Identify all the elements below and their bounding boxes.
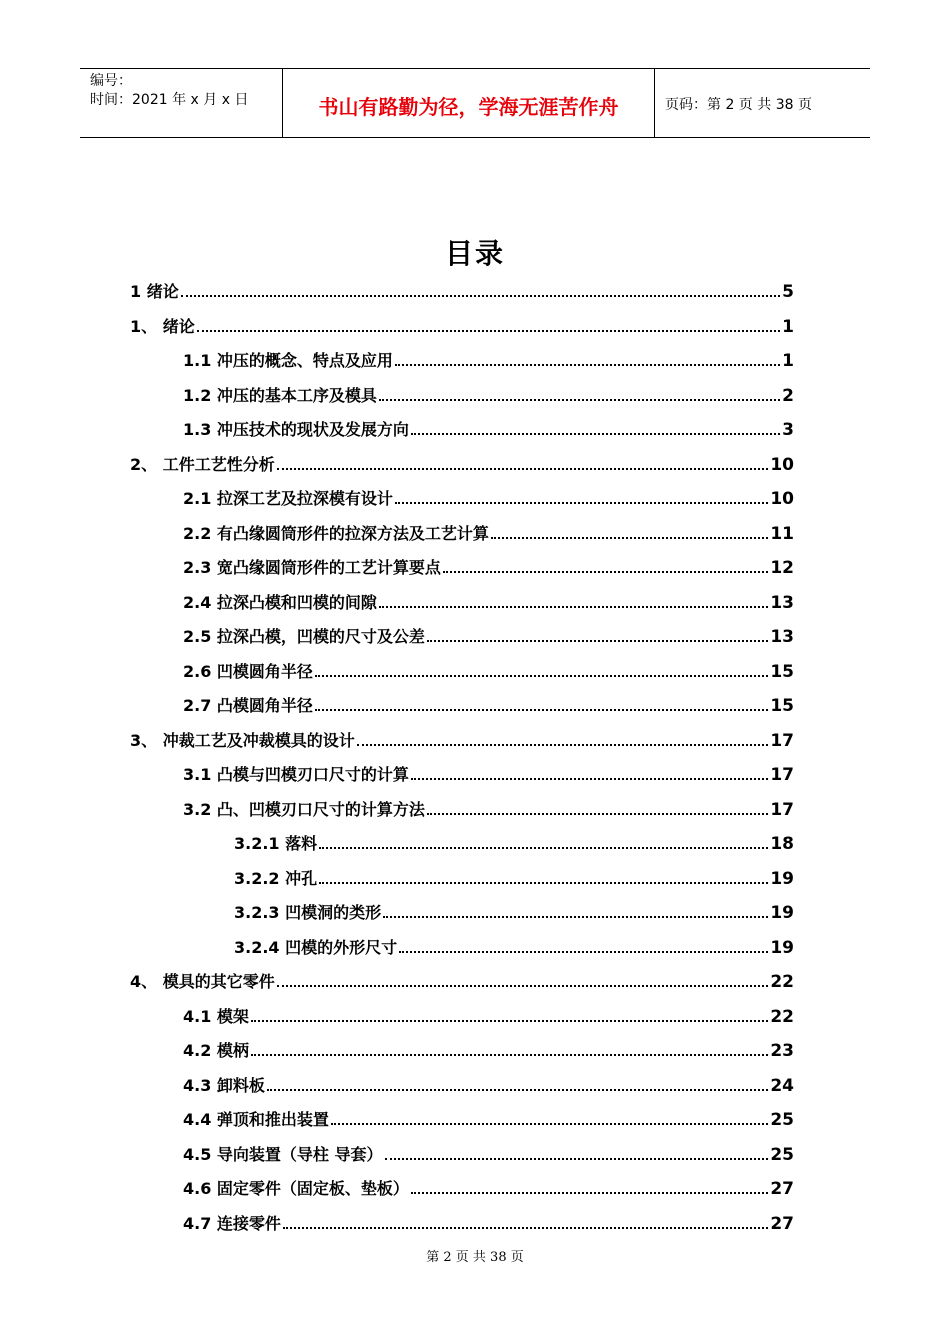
toc-entry-label: 4.5 导向装置（导柱 导套） <box>183 1144 383 1164</box>
toc-entry-label: 4.7 连接零件 <box>183 1213 281 1233</box>
toc-entry-page: 17 <box>770 799 794 820</box>
toc-entry-label: 3.2.3 凹模洞的类形 <box>234 903 382 922</box>
toc-entry <box>183 1062 794 1096</box>
leader-dots <box>197 329 780 332</box>
time-label: 时间：2021 年 x 月 x 日 <box>90 92 249 108</box>
toc-entry-page: 13 <box>770 592 794 613</box>
toc-entry-page: 17 <box>770 730 794 751</box>
toc-entry-label: 4.2 模柄 <box>183 1041 249 1060</box>
toc-entry <box>130 268 794 302</box>
toc-entry-label: 2.5 拉深凸模，凹模的尺寸及公差 <box>183 627 425 646</box>
toc-entry-label: 1、 绪论 <box>130 316 195 336</box>
toc-entry <box>183 1096 794 1130</box>
toc-entry-label: 4.6 固定零件（固定板、垫板） <box>183 1179 409 1198</box>
toc-entry <box>130 303 794 337</box>
toc-entry-page: 19 <box>770 868 794 889</box>
toc-entry-label: 4.4 弹顶和推出装置 <box>183 1110 329 1129</box>
toc-entry-page: 11 <box>770 523 794 544</box>
toc-entry <box>183 337 794 371</box>
leader-dots <box>357 743 769 746</box>
toc-entry-page: 15 <box>770 696 794 716</box>
leader-dots <box>411 777 768 780</box>
page-title: 目录 <box>444 237 505 270</box>
leader-dots <box>251 1019 768 1022</box>
toc-entry-page: 23 <box>770 1041 794 1061</box>
toc-entry-page: 24 <box>770 1075 794 1096</box>
leader-dots <box>267 1088 768 1091</box>
toc-entry-label: 2.2 有凸缘圆筒形件的拉深方法及工艺计算 <box>183 523 489 543</box>
leader-dots <box>427 812 768 815</box>
toc-entry-page: 1 <box>782 316 794 337</box>
leader-dots <box>411 432 780 435</box>
toc-entry-page: 18 <box>770 834 794 854</box>
motto-text: 书山有路勤为径，学海无涯苦作舟 <box>318 95 619 119</box>
toc-entry-page: 5 <box>782 282 794 302</box>
toc-entry-page: 1 <box>782 351 794 371</box>
toc-entry <box>183 786 794 820</box>
toc-entry <box>183 682 794 716</box>
toc-entry-page: 10 <box>770 454 794 475</box>
toc-entry <box>234 924 794 958</box>
toc-entry-label: 3.1 凸模与凹模刃口尺寸的计算 <box>183 765 409 784</box>
page-header <box>80 68 870 138</box>
toc-entry-page: 19 <box>770 937 794 958</box>
leader-dots <box>251 1053 768 1056</box>
toc-entry <box>130 717 794 751</box>
toc-entry <box>183 993 794 1027</box>
toc-entry-label: 2.1 拉深工艺及拉深模有设计 <box>183 489 393 508</box>
toc-entry <box>130 441 794 475</box>
leader-dots <box>385 1157 769 1160</box>
toc-entry-page: 22 <box>770 1006 794 1027</box>
toc-entry <box>183 1027 794 1061</box>
toc-entry-page: 27 <box>770 1213 794 1234</box>
toc-entry <box>183 544 794 578</box>
leader-dots <box>411 1191 768 1194</box>
leader-dots <box>315 708 768 711</box>
toc-entry <box>183 475 794 509</box>
toc-entry <box>183 648 794 682</box>
toc-entry <box>183 1131 794 1165</box>
toc-entry-label: 3.2.1 落料 <box>234 834 318 853</box>
header-page-cell <box>655 69 870 137</box>
toc-entry-label: 4.1 模架 <box>183 1006 249 1026</box>
toc-entry-label: 1 绪论 <box>130 282 179 301</box>
leader-dots <box>395 501 768 504</box>
toc-entry-page: 13 <box>770 627 794 647</box>
leader-dots <box>315 674 768 677</box>
leader-dots <box>319 846 768 849</box>
toc-entry-label: 2.7 凸模圆角半径 <box>183 696 313 715</box>
leader-dots <box>331 1122 768 1125</box>
toc-entry-label: 4、 模具的其它零件 <box>130 972 275 991</box>
toc-entry-page: 19 <box>770 903 794 923</box>
leader-dots <box>427 639 768 642</box>
leader-dots <box>319 881 768 884</box>
toc-entry <box>183 579 794 613</box>
header-motto-cell <box>283 69 655 137</box>
toc-entry-label: 4.3 卸料板 <box>183 1075 265 1095</box>
toc-entry-page: 3 <box>782 420 794 440</box>
leader-dots <box>379 605 768 608</box>
leader-dots <box>395 363 780 366</box>
toc-entry-label: 2、 工件工艺性分析 <box>130 454 275 474</box>
toc-entry-page: 10 <box>770 489 794 509</box>
toc-entry-page: 17 <box>770 765 794 785</box>
toc-entry-page: 25 <box>770 1110 794 1130</box>
toc-entry-label: 2.3 宽凸缘圆筒形件的工艺计算要点 <box>183 558 441 577</box>
toc-entry-label: 1.3 冲压技术的现状及发展方向 <box>183 420 409 439</box>
toc-entry <box>183 406 794 440</box>
toc-entry-label: 3.2.4 凹模的外形尺寸 <box>234 937 398 957</box>
toc-entry <box>130 958 794 992</box>
toc-entry <box>234 855 794 889</box>
toc-entry-page: 15 <box>770 661 794 682</box>
leader-dots <box>491 536 768 539</box>
toc-entry-label: 1.2 冲压的基本工序及模具 <box>183 385 377 405</box>
leader-dots <box>277 467 769 470</box>
toc-entry-label: 1.1 冲压的概念、特点及应用 <box>183 351 393 370</box>
toc-entry-page: 27 <box>770 1179 794 1199</box>
toc-entry-page: 22 <box>770 972 794 992</box>
toc-entry-label: 3.2.2 冲孔 <box>234 868 318 888</box>
toc-entry <box>183 613 794 647</box>
toc-entry-page: 2 <box>782 385 794 406</box>
toc-entry <box>183 1165 794 1199</box>
toc-entry <box>183 751 794 785</box>
leader-dots <box>277 984 769 987</box>
leader-dots <box>399 950 768 953</box>
header-info-cell <box>80 69 283 137</box>
toc-entry-label: 2.4 拉深凸模和凹模的间隙 <box>183 592 377 612</box>
toc-entry-label: 2.6 凹模圆角半径 <box>183 661 313 681</box>
page-code: 页码：第 2 页 共 38 页 <box>665 97 812 113</box>
toc-entry-page: 12 <box>770 558 794 578</box>
leader-dots <box>283 1226 768 1229</box>
toc-entry-label: 3、 冲裁工艺及冲裁模具的设计 <box>130 730 355 750</box>
leader-dots <box>379 398 780 401</box>
toc-entry <box>234 889 794 923</box>
toc-entry <box>183 510 794 544</box>
leader-dots <box>443 570 768 573</box>
toc-entry <box>183 372 794 406</box>
number-label: 编号： <box>90 73 132 89</box>
page-footer: 第 2 页 共 38 页 <box>426 1250 524 1265</box>
leader-dots <box>181 294 780 297</box>
toc-entry <box>234 820 794 854</box>
toc-entry-label: 3.2 凸、凹模刃口尺寸的计算方法 <box>183 799 425 819</box>
toc-entry <box>183 1200 794 1234</box>
leader-dots <box>383 915 768 918</box>
toc-entry-page: 25 <box>770 1144 794 1165</box>
